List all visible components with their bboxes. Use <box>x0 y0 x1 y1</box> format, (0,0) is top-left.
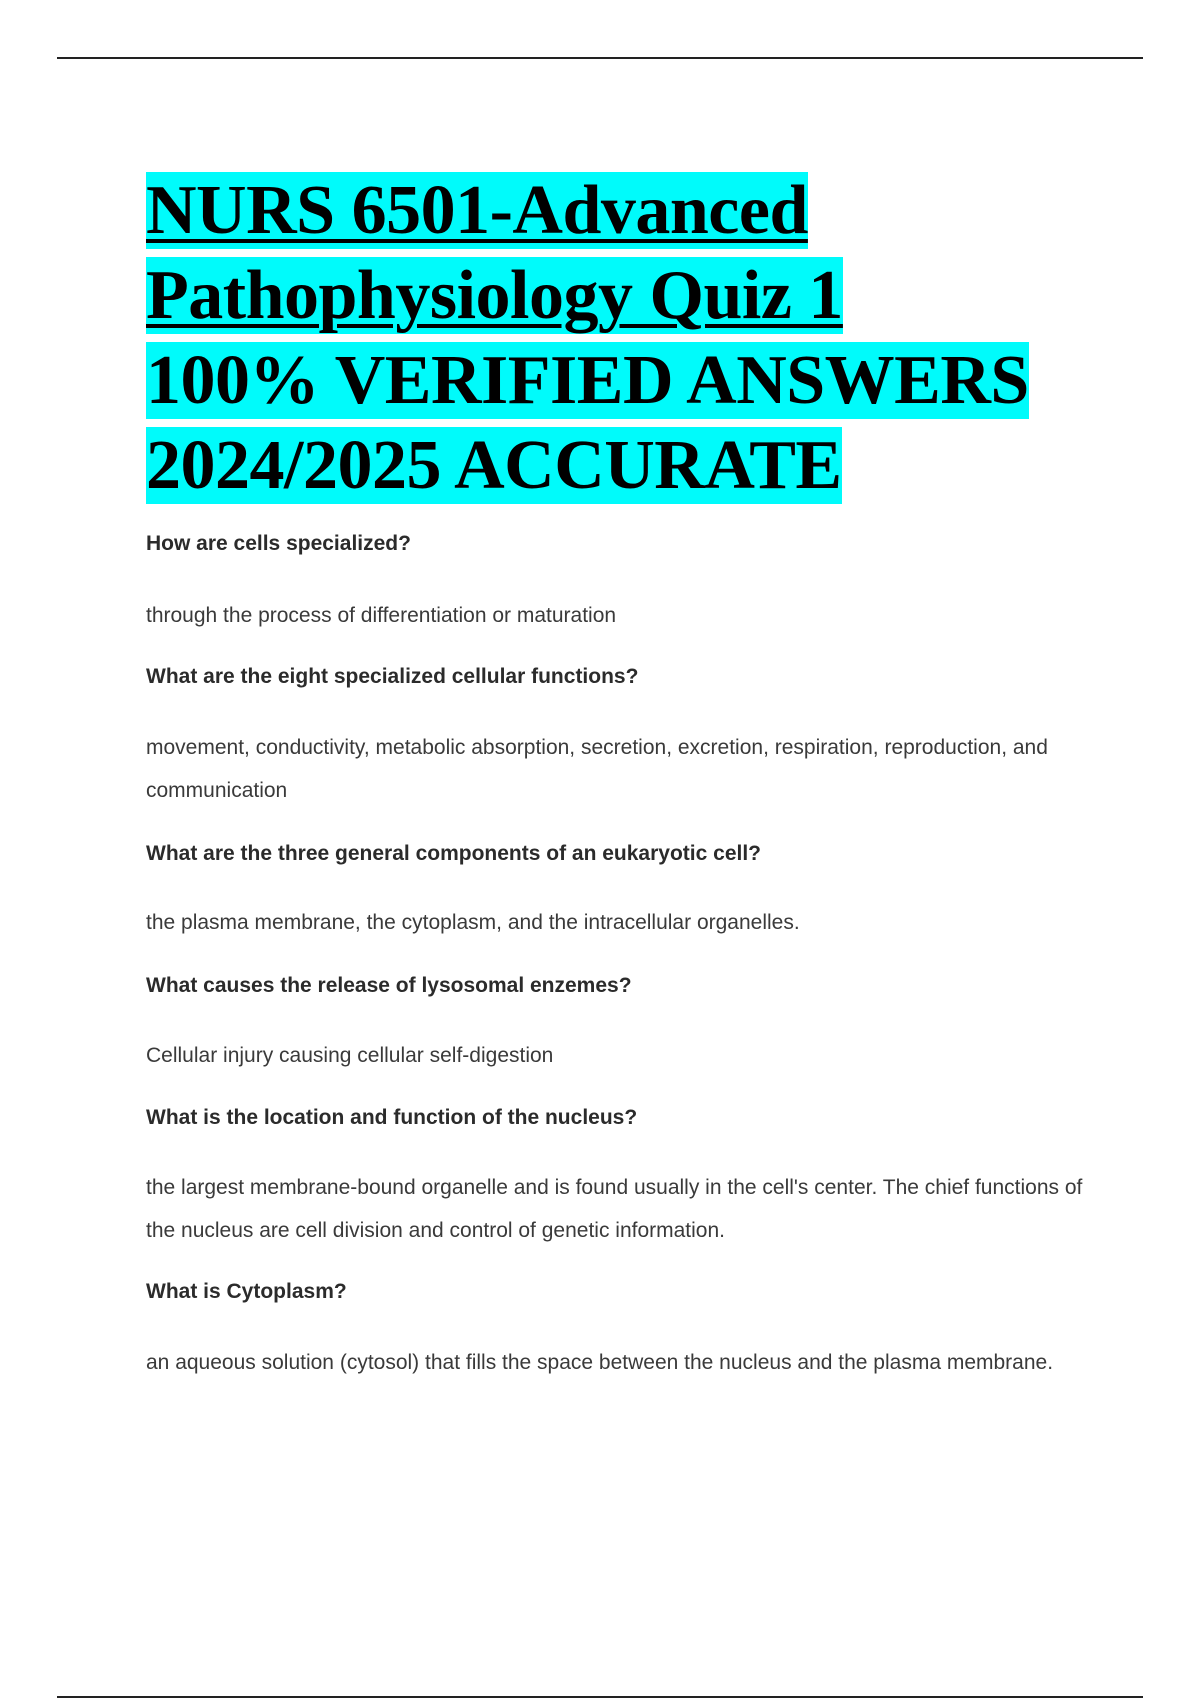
answer-block <box>146 1341 1086 1384</box>
qa-item <box>146 1106 1086 1130</box>
question: What causes the release of lysosomal enzemes? <box>146 974 632 997</box>
question: What is Cytoplasm? <box>146 1280 347 1303</box>
qa-item <box>146 665 1086 689</box>
footer-rule <box>57 1696 1143 1698</box>
answer: the largest membrane-bound organelle and is found usually in the cell's center. The chief functions of the nucleus are cell division and control of genetic information. <box>146 1176 1083 1242</box>
document-title <box>146 168 1106 508</box>
question: What are the three general components of an eukaryotic cell? <box>146 842 761 865</box>
answer: movement, conductivity, metabolic absorption, secretion, excretion, respiration, reproduction, and communication <box>146 736 1048 802</box>
answer-block <box>146 594 1086 637</box>
answer-block <box>146 1166 1086 1252</box>
qa-item <box>146 1280 1086 1304</box>
question: What is the location and function of the nucleus? <box>146 1106 638 1129</box>
answer: the plasma membrane, the cytoplasm, and the intracellular organelles. <box>146 911 800 934</box>
answer-block <box>146 726 1086 812</box>
answer: Cellular injury causing cellular self-digestion <box>146 1044 554 1067</box>
title-line-4: 2024/2025 ACCURATE <box>146 427 842 504</box>
title-line-3: 100% VERIFIED ANSWERS <box>146 342 1029 419</box>
qa-item <box>146 842 1086 866</box>
answer: an aqueous solution (cytosol) that fills the space between the nucleus and the plasma membrane. <box>146 1351 1054 1374</box>
answer-block <box>146 901 1086 944</box>
answer-block <box>146 1034 1086 1077</box>
header-rule <box>57 57 1143 59</box>
answer: through the process of differentiation or maturation <box>146 604 617 627</box>
qa-item <box>146 532 1086 556</box>
qa-item <box>146 974 1086 998</box>
question: How are cells specialized? <box>146 532 411 555</box>
question: What are the eight specialized cellular functions? <box>146 665 639 688</box>
title-line-2: Pathophysiology Quiz 1 <box>146 257 843 334</box>
title-line-1: NURS 6501-Advanced <box>146 172 808 249</box>
